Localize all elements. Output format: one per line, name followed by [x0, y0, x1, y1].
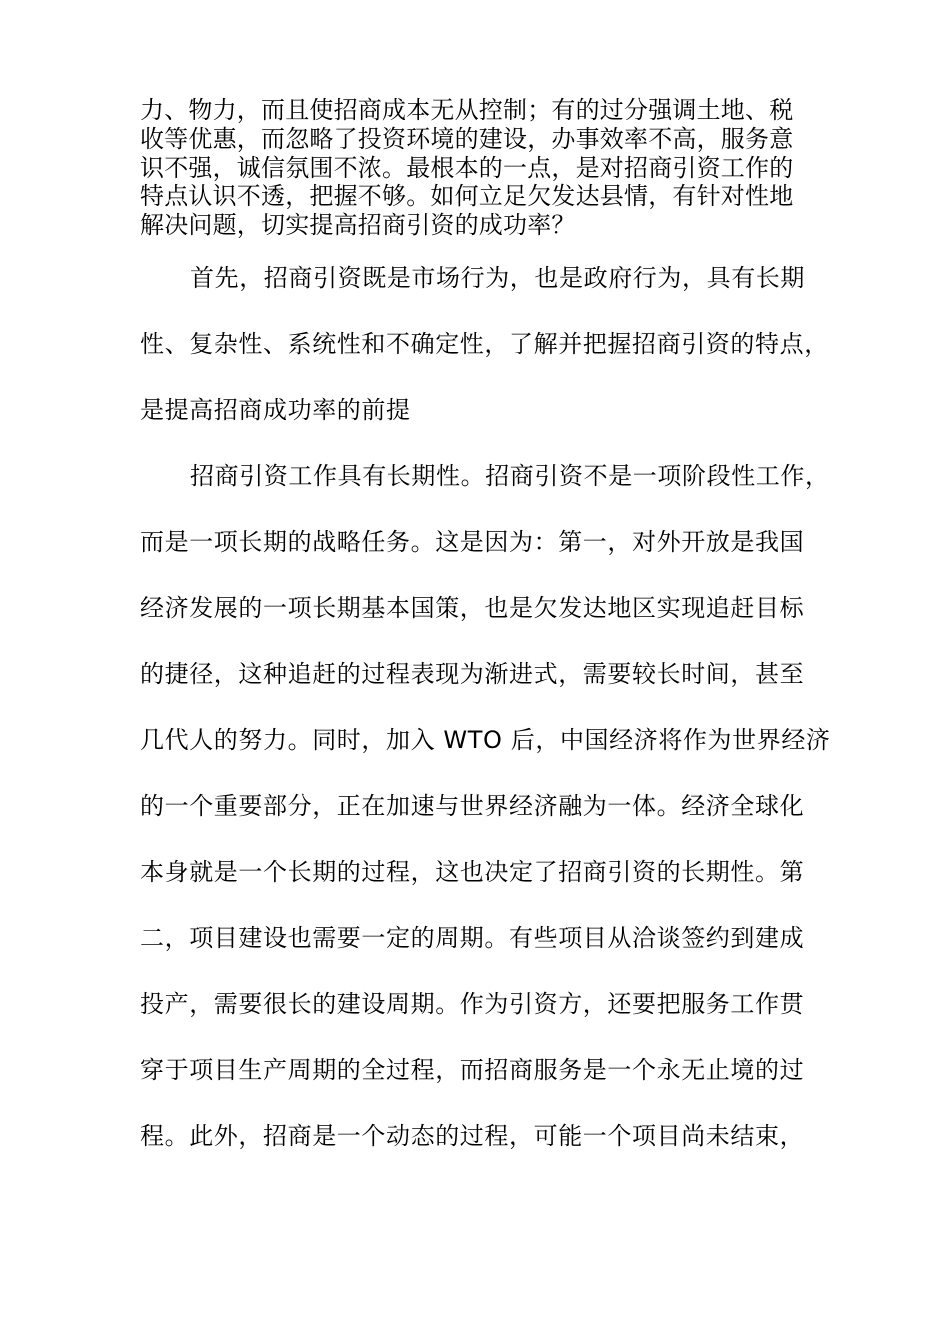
- paragraph-line: 而是一项长期的战略任务。这是因为：第一，对外开放是我国: [140, 528, 805, 556]
- paragraph-line: 穿于项目生产周期的全过程，而招商服务是一个永无止境的过: [140, 1056, 805, 1084]
- paragraph-line: 的一个重要部分，正在加速与世界经济融为一体。经济全球化: [140, 792, 805, 820]
- intro-line: 解决问题，切实提高招商引资的成功率？: [140, 211, 576, 239]
- paragraph-line: 几代人的努力。同时，加入 WTO 后，中国经济将作为世界经济: [140, 726, 831, 754]
- paragraph-line: 二，项目建设也需要一定的周期。有些项目从洽谈签约到建成: [140, 924, 805, 952]
- paragraph-line: 程。此外，招商是一个动态的过程，可能一个项目尚未结束，: [140, 1122, 805, 1150]
- paragraph-line: 经济发展的一项长期基本国策，也是欠发达地区实现追赶目标: [140, 594, 805, 622]
- paragraph-line: 的捷径，这种追赶的过程表现为渐进式，需要较长时间，甚至: [140, 660, 805, 688]
- intro-line: 识不强，诚信氛围不浓。最根本的一点，是对招商引资工作的: [140, 154, 794, 182]
- paragraph-line: 是提高招商成功率的前提: [140, 396, 411, 424]
- paragraph-line: 首先，招商引资既是市场行为，也是政府行为，具有长期: [190, 264, 805, 292]
- paragraph-line: 性、复杂性、系统性和不确定性，了解并把握招商引资的特点，: [140, 330, 829, 358]
- paragraph-line: 投产，需要很长的建设周期。作为引资方，还要把服务工作贯: [140, 990, 805, 1018]
- paragraph-line: 本身就是一个长期的过程，这也决定了招商引资的长期性。第: [140, 858, 805, 886]
- intro-line: 收等优惠，而忽略了投资环境的建设，办事效率不高，服务意: [140, 125, 794, 153]
- intro-line: 力、物力，而且使招商成本无从控制；有的过分强调土地、税: [140, 96, 794, 124]
- paragraph-line: 招商引资工作具有长期性。招商引资不是一项阶段性工作，: [190, 462, 830, 490]
- intro-line: 特点认识不透，把握不够。如何立足欠发达县情，有针对性地: [140, 182, 794, 210]
